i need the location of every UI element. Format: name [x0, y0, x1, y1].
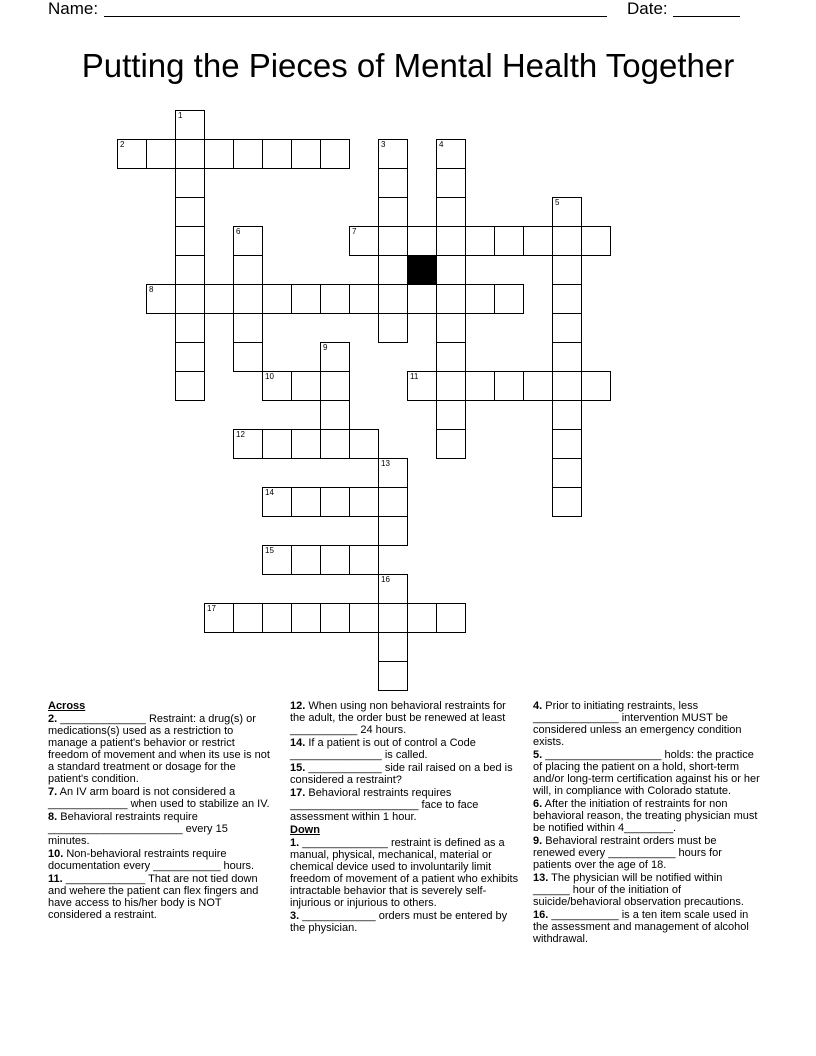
clues-column-2: [290, 700, 522, 935]
clue-down-6: 6. After the initiation of restraints for non behavioral reason, the treating physician must be notified within 4________.: [533, 798, 758, 834]
grid-cell[interactable]: [494, 371, 524, 401]
grid-cell[interactable]: [262, 603, 292, 633]
grid-cell[interactable]: [175, 168, 205, 198]
grid-cell[interactable]: [175, 139, 205, 169]
grid-cell[interactable]: [494, 284, 524, 314]
grid-cell[interactable]: [407, 371, 437, 401]
across-heading: Across: [48, 700, 86, 712]
clue-down-3: 3. ____________ orders must be entered by the physician.: [290, 910, 508, 934]
grid-cell[interactable]: [204, 139, 234, 169]
grid-cell[interactable]: [378, 458, 408, 488]
grid-cell[interactable]: [436, 168, 466, 198]
grid-cell[interactable]: [436, 371, 466, 401]
clue-down-4: 4. Prior to initiating restraints, less ______________ intervention MUST be considered unless an emergency condition exists.: [533, 700, 742, 748]
grid-cell[interactable]: [320, 603, 350, 633]
grid-cell[interactable]: [552, 487, 582, 517]
clue-down-5: 5. ___________________ holds: the practice of placing the patient on a hold, short-term and/or long-term certification against his or her will, in compliance with Colorado statute.: [533, 749, 760, 797]
grid-cell[interactable]: [436, 400, 466, 430]
grid-cell[interactable]: [378, 226, 408, 256]
grid-cell[interactable]: [204, 284, 234, 314]
clues-column-1: [48, 700, 272, 922]
grid-cell[interactable]: [378, 284, 408, 314]
cell-number: 9: [323, 343, 328, 352]
grid-cell[interactable]: [262, 545, 292, 575]
grid-cell[interactable]: [436, 313, 466, 343]
grid-cell[interactable]: [320, 371, 350, 401]
clue-across-11: 11. _____________ That are not tied down and wehere the patient can flex fingers and have access to his/her body is NOT considered a restraint.: [48, 873, 259, 921]
grid-cell[interactable]: [436, 284, 466, 314]
cell-number: 5: [555, 198, 560, 207]
clue-across-12: 12. When using non behavioral restraints for the adult, the order bust be renewed at least ___________ 24 hours.: [290, 700, 506, 736]
grid-cell[interactable]: [262, 487, 292, 517]
grid-cell[interactable]: [552, 284, 582, 314]
grid-cell[interactable]: [523, 371, 553, 401]
grid-cell[interactable]: [581, 226, 611, 256]
grid-cell[interactable]: [465, 371, 495, 401]
grid-cell[interactable]: [175, 255, 205, 285]
grid-cell[interactable]: [233, 313, 263, 343]
cell-number: 4: [439, 140, 444, 149]
grid-cell[interactable]: [233, 429, 263, 459]
cell-number: 2: [120, 140, 125, 149]
clue-down-9: 9. Behavioral restraint orders must be renewed every ___________ hours for patients over the age of 18.: [533, 835, 722, 871]
grid-cell[interactable]: [436, 197, 466, 227]
grid-cell[interactable]: [378, 516, 408, 546]
grid-cell[interactable]: [494, 226, 524, 256]
grid-cell[interactable]: [233, 139, 263, 169]
grid-cell[interactable]: [378, 603, 408, 633]
grid-cell[interactable]: [552, 371, 582, 401]
grid-cell[interactable]: [581, 371, 611, 401]
clue-down-16: 16. ___________ is a ten item scale used in the assessment and management of alcohol withdrawal.: [533, 909, 749, 945]
grid-cell[interactable]: [378, 574, 408, 604]
grid-cell[interactable]: [233, 255, 263, 285]
grid-cell[interactable]: [175, 371, 205, 401]
cell-number: 13: [381, 459, 390, 468]
cell-number: 10: [265, 372, 274, 381]
grid-cell[interactable]: [175, 284, 205, 314]
grid-cell[interactable]: [349, 487, 379, 517]
grid-cell[interactable]: [378, 255, 408, 285]
grid-cell[interactable]: [262, 139, 292, 169]
clue-across-14: 14. If a patient is out of control a Code _______________ is called.: [290, 737, 476, 761]
grid-cell[interactable]: [233, 284, 263, 314]
cell-number: 12: [236, 430, 245, 439]
grid-cell[interactable]: [349, 429, 379, 459]
grid-block: [407, 255, 437, 285]
grid-cell[interactable]: [349, 545, 379, 575]
date-label: Date:: [627, 0, 668, 18]
cell-number: 11: [410, 372, 419, 381]
grid-cell[interactable]: [175, 313, 205, 343]
grid-cell[interactable]: [465, 284, 495, 314]
cell-number: 1: [178, 111, 183, 120]
grid-cell[interactable]: [291, 429, 321, 459]
clues-column-3: [533, 700, 761, 946]
grid-cell[interactable]: [320, 284, 350, 314]
grid-cell[interactable]: [291, 487, 321, 517]
grid-cell[interactable]: [320, 487, 350, 517]
clue-across-7: 7. An IV arm board is not considered a _____________ when used to stabilize an IV.: [48, 786, 270, 810]
grid-cell[interactable]: [378, 313, 408, 343]
grid-cell[interactable]: [407, 284, 437, 314]
grid-cell[interactable]: [233, 342, 263, 372]
grid-cell[interactable]: [349, 603, 379, 633]
down-heading: Down: [290, 824, 320, 836]
grid-cell[interactable]: [146, 139, 176, 169]
grid-cell[interactable]: [523, 226, 553, 256]
grid-cell[interactable]: [262, 429, 292, 459]
grid-cell[interactable]: [291, 545, 321, 575]
grid-cell[interactable]: [552, 226, 582, 256]
grid-cell[interactable]: [378, 632, 408, 662]
page-title: Putting the Pieces of Mental Health Together: [81, 47, 735, 84]
cell-number: 8: [149, 285, 154, 294]
cell-number: 17: [207, 604, 216, 613]
cell-number: 16: [381, 575, 390, 584]
grid-cell[interactable]: [320, 139, 350, 169]
grid-cell[interactable]: [233, 226, 263, 256]
grid-cell[interactable]: [291, 284, 321, 314]
grid-cell[interactable]: [291, 139, 321, 169]
cell-number: 7: [352, 227, 357, 236]
grid-cell[interactable]: [552, 429, 582, 459]
clue-across-2: 2. ______________ Restraint: a drug(s) or medications(s) used as a restriction to manage a patient's behavior or restrict freedom of movement and when its use is not a standard treatment or dosage for the patient's condition.: [48, 713, 270, 785]
grid-cell[interactable]: [320, 429, 350, 459]
grid-cell[interactable]: [175, 197, 205, 227]
cell-number: 15: [265, 546, 274, 555]
grid-cell[interactable]: [407, 226, 437, 256]
grid-cell[interactable]: [146, 284, 176, 314]
grid-cell[interactable]: [407, 603, 437, 633]
cell-number: 14: [265, 488, 274, 497]
grid-cell[interactable]: [262, 371, 292, 401]
grid-cell[interactable]: [117, 139, 147, 169]
grid-cell[interactable]: [378, 197, 408, 227]
grid-cell[interactable]: [436, 603, 466, 633]
grid-cell[interactable]: [175, 226, 205, 256]
grid-cell[interactable]: [349, 226, 379, 256]
name-label: Name:: [48, 0, 99, 18]
grid-cell[interactable]: [320, 400, 350, 430]
grid-cell[interactable]: [320, 342, 350, 372]
grid-cell[interactable]: [378, 168, 408, 198]
grid-cell[interactable]: [291, 371, 321, 401]
grid-cell[interactable]: [552, 197, 582, 227]
grid-cell[interactable]: [552, 255, 582, 285]
grid-cell[interactable]: [552, 313, 582, 343]
grid-cell[interactable]: [378, 661, 408, 691]
grid-cell[interactable]: [175, 342, 205, 372]
grid-cell[interactable]: [465, 226, 495, 256]
clue-down-1: 1. ______________ restraint is defined as a manual, physical, mechanical, material or chemical device used to involuntarily limit freedom of movement of a patient who exhibits intractable behavior that is severely self- injurious or injurious to others.: [290, 837, 519, 909]
grid-cell[interactable]: [552, 458, 582, 488]
cell-number: 6: [236, 227, 241, 236]
clue-across-10: 10. Non-behavioral restraints require documentation every ___________ hours.: [48, 848, 255, 872]
grid-cell[interactable]: [436, 429, 466, 459]
grid-cell[interactable]: [204, 603, 234, 633]
grid-cell[interactable]: [436, 139, 466, 169]
grid-cell[interactable]: [552, 400, 582, 430]
grid-cell[interactable]: [291, 603, 321, 633]
grid-cell[interactable]: [262, 284, 292, 314]
grid-cell[interactable]: [552, 342, 582, 372]
grid-cell[interactable]: [320, 545, 350, 575]
grid-cell[interactable]: [436, 342, 466, 372]
grid-cell[interactable]: [436, 226, 466, 256]
grid-cell[interactable]: [175, 110, 205, 140]
cell-number: 3: [381, 140, 386, 149]
clue-across-8: 8. Behavioral restraints require ______________________ every 15 minutes.: [48, 811, 228, 847]
grid-cell[interactable]: [233, 603, 263, 633]
clue-across-17: 17. Behavioral restraints requires _____________________ face to face assessment within 1 hour.: [290, 787, 479, 823]
grid-cell[interactable]: [349, 284, 379, 314]
grid-cell[interactable]: [378, 139, 408, 169]
clue-down-13: 13. The physician will be notified within ______ hour of the initiation of suicide/behavioral observation precautions.: [533, 872, 744, 908]
grid-cell[interactable]: [436, 255, 466, 285]
clue-across-15: 15. ____________ side rail raised on a bed is considered a restraint?: [290, 762, 513, 786]
grid-cell[interactable]: [378, 487, 408, 517]
